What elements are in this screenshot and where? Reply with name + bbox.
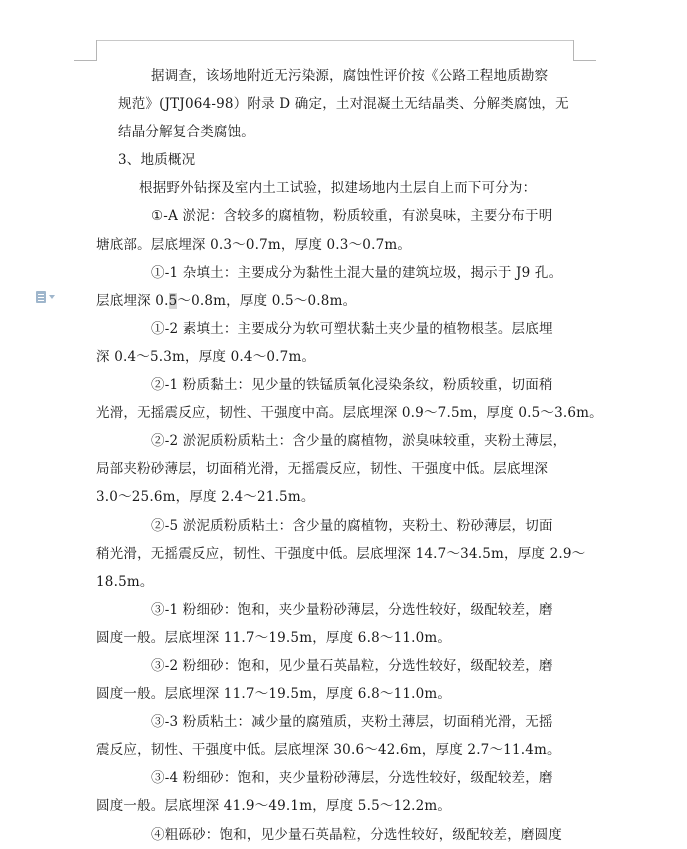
paragraph-line: 局部夹粉砂薄层，切面稍光滑，无摇震反应，韧性、干强度中低。层底埋深 <box>96 461 549 478</box>
text-segment: 层底埋深 0. <box>96 292 169 309</box>
paragraph-line: 结晶分解复合类腐蚀。 <box>118 124 255 141</box>
page-top-border <box>96 40 573 41</box>
paragraph-line: 圆度一般。层底埋深 41.9～49.1m，厚度 5.5～12.2m。 <box>96 798 452 815</box>
paragraph-line: 稍光滑，无摇震反应，韧性、干强度中低。层底埋深 14.7～34.5m，厚度 2.9～ <box>96 545 586 562</box>
paragraph-line: 震反应，韧性、干强度中低。层底埋深 30.6～42.6m，厚度 2.7～11.4m。 <box>96 742 561 759</box>
paragraph-line: ④粗砾砂：饱和，见少量石英晶粒，分选性较好，级配较差，磨圆度 <box>151 826 562 843</box>
paragraph-line: 圆度一般。层底埋深 11.7～19.5m，厚度 6.8～11.0m。 <box>96 629 452 646</box>
paragraph-line: ③-2 粉细砂：饱和，见少量石英晶粒，分选性较好，级配较差，磨 <box>151 657 553 674</box>
paragraph-line: 光滑，无摇震反应，韧性、干强度中高。层底埋深 0.9～7.5m，厚度 0.5～3.6m。 <box>96 405 603 422</box>
paragraph-line: ①-1 杂填土：主要成分为黏性土混大量的建筑垃圾，揭示于 J9 孔。 <box>151 264 563 281</box>
page-corner-marker-right <box>573 40 596 61</box>
paragraph-line: ①-A 淤泥：含较多的腐植物，粉质较重，有淤臭味，主要分布于明 <box>151 208 553 225</box>
paragraph-line: 规范》(JTJ064-98）附录 D 确定，土对混凝土无结晶类、分解类腐蚀，无 <box>118 96 569 113</box>
document-icon <box>36 291 46 303</box>
paragraph-line: 3.0～25.6m，厚度 2.4～21.5m。 <box>96 489 315 506</box>
paragraph-line: 18.5m。 <box>96 573 154 590</box>
paragraph-line: ③-4 粉细砂：饱和，夹少量粉砂薄层，分选性较好，级配较差，磨 <box>151 770 553 787</box>
section-heading: 3、地质概况 <box>118 152 196 169</box>
paragraph-line: 根据野外钻探及室内土工试验，拟建场地内土层自上而下可分为： <box>139 180 537 197</box>
text-segment: ～0.8m，厚度 0.5～0.8m。 <box>177 292 357 309</box>
caret-down-icon <box>49 295 55 299</box>
paragraph-line: ②-1 粉质黏土：见少量的铁锰质氧化浸染条纹，粉质较重，切面稍 <box>151 377 553 394</box>
text-cursor-highlight[interactable]: 5 <box>168 292 178 309</box>
paragraph-line: ③-3 粉质粘土：减少量的腐殖质，夹粉土薄层，切面稍光滑，无摇 <box>151 714 553 731</box>
paragraph-line: ①-2 素填土：主要成分为软可塑状黏土夹少量的植物根茎。层底埋 <box>151 320 553 337</box>
paragraph-line <box>96 287 576 315</box>
document-body <box>96 62 603 849</box>
paragraph-line: 塘底部。层底埋深 0.3～0.7m，厚度 0.3～0.7m。 <box>96 236 412 253</box>
page-corner-marker-left <box>74 40 97 61</box>
paragraph-line: ③-1 粉细砂：饱和，夹少量粉砂薄层，分选性较好，级配较差，磨 <box>151 601 553 618</box>
document-dropdown-icon[interactable] <box>36 290 62 304</box>
paragraph-line: 据调查，该场地附近无污染源，腐蚀性评价按《公路工程地质勘察 <box>151 68 549 84</box>
paragraph-line: 圆度一般。层底埋深 11.7～19.5m，厚度 6.8～11.0m。 <box>96 686 452 703</box>
paragraph-line: ②-5 淤泥质粉质粘土：含少量的腐植物，夹粉土、粉砂薄层，切面 <box>151 517 553 534</box>
paragraph-line: 深 0.4～5.3m，厚度 0.4～0.7m。 <box>96 348 316 365</box>
paragraph-line: ②-2 淤泥质粉质粘土：含少量的腐植物，淤臭味较重，夹粉土薄层， <box>151 433 567 450</box>
